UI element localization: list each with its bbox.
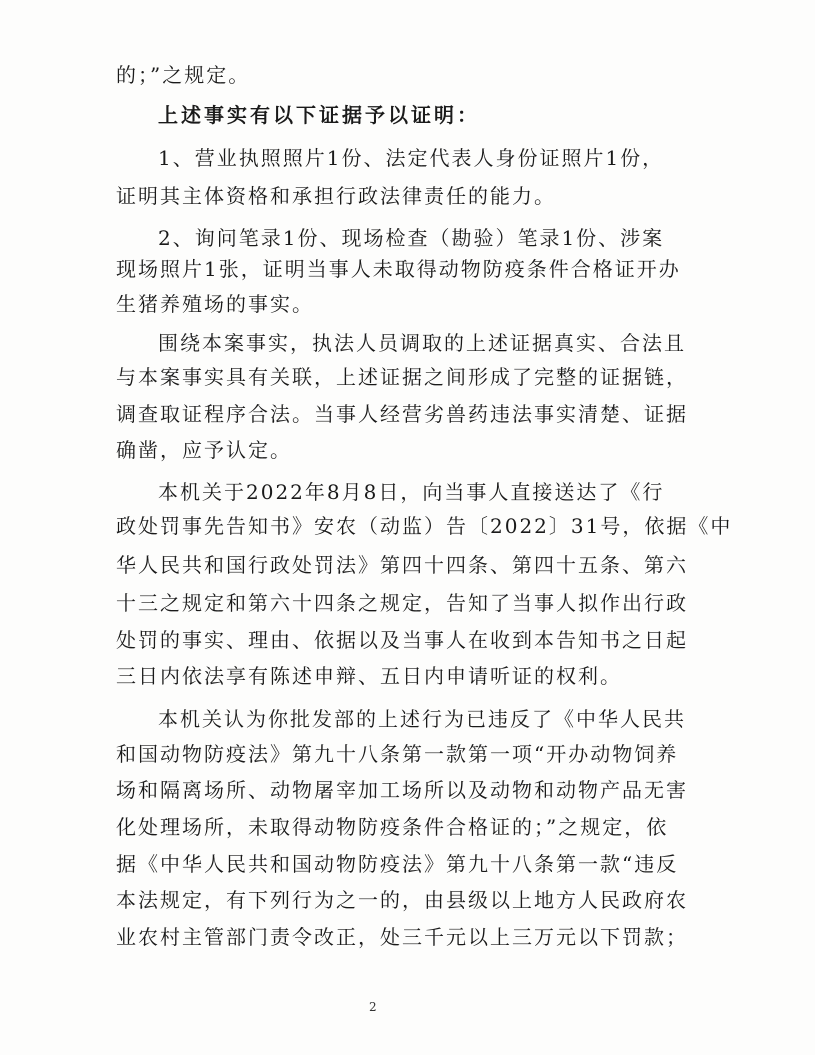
text-line-20: 场和隔离场所、动物屠宰加工场所以及动物和动物产品无害 <box>116 778 688 802</box>
text-line-6: 现场照片1张，证明当事人未取得动物防疫条件合格证开办 <box>116 257 681 281</box>
text-line-5: 2、询问笔录1份、现场检查（勘验）笔录1份、涉案 <box>158 226 665 250</box>
evidence-heading: 上述事实有以下证据予以证明： <box>158 103 480 127</box>
text-line-17: 三日内依法享有陈述申辩、五日内申请听证的权利。 <box>116 664 622 688</box>
text-line-19: 和国动物防疫法》第九十八条第一款第一项“开办动物饲养 <box>116 742 679 766</box>
text-line-22: 据《中华人民共和国动物防疫法》第九十八条第一款“违反 <box>116 852 679 876</box>
text-line-21: 化处理场所，未取得动物防疫条件合格证的；”之规定，依 <box>116 815 669 839</box>
text-line-11: 确凿，应予认定。 <box>116 438 292 462</box>
text-line-1: 的；”之规定。 <box>116 63 251 87</box>
text-line-12: 本机关于2022年8月8日，向当事人直接送达了《行 <box>158 480 665 504</box>
text-line-18: 本机关认为你批发部的上述行为已违反了《中华人民共 <box>158 707 686 731</box>
text-line-8: 围绕本案事实，执法人员调取的上述证据真实、合法且 <box>158 331 686 355</box>
text-line-15: 十三之规定和第六十四条之规定，告知了当事人拟作出行政 <box>116 591 688 615</box>
text-line-23: 本法规定，有下列行为之一的，由县级以上地方人民政府农 <box>116 888 688 912</box>
text-line-7: 生猪养殖场的事实。 <box>116 292 314 316</box>
text-line-13: 政处罚事先告知书》安农（动监）告〔2022〕31号，依据《中 <box>116 514 733 538</box>
text-line-14: 华人民共和国行政处罚法》第四十四条、第四十五条、第六 <box>116 553 688 577</box>
text-line-3: 1、营业执照照片1份、法定代表人身份证照片1份， <box>158 146 665 170</box>
text-line-4: 证明其主体资格和承担行政法律责任的能力。 <box>116 184 556 208</box>
text-line-10: 调查取证程序合法。当事人经营劣兽药违法事实清楚、证据 <box>116 402 688 426</box>
text-line-16: 处罚的事实、理由、依据以及当事人在收到本告知书之日起 <box>116 628 688 652</box>
page-number: 2 <box>369 1000 377 1014</box>
text-line-9: 与本案事实具有关联，上述证据之间形成了完整的证据链， <box>116 365 688 389</box>
text-line-24: 业农村主管部门责令改正，处三千元以上三万元以下罚款； <box>116 925 688 949</box>
